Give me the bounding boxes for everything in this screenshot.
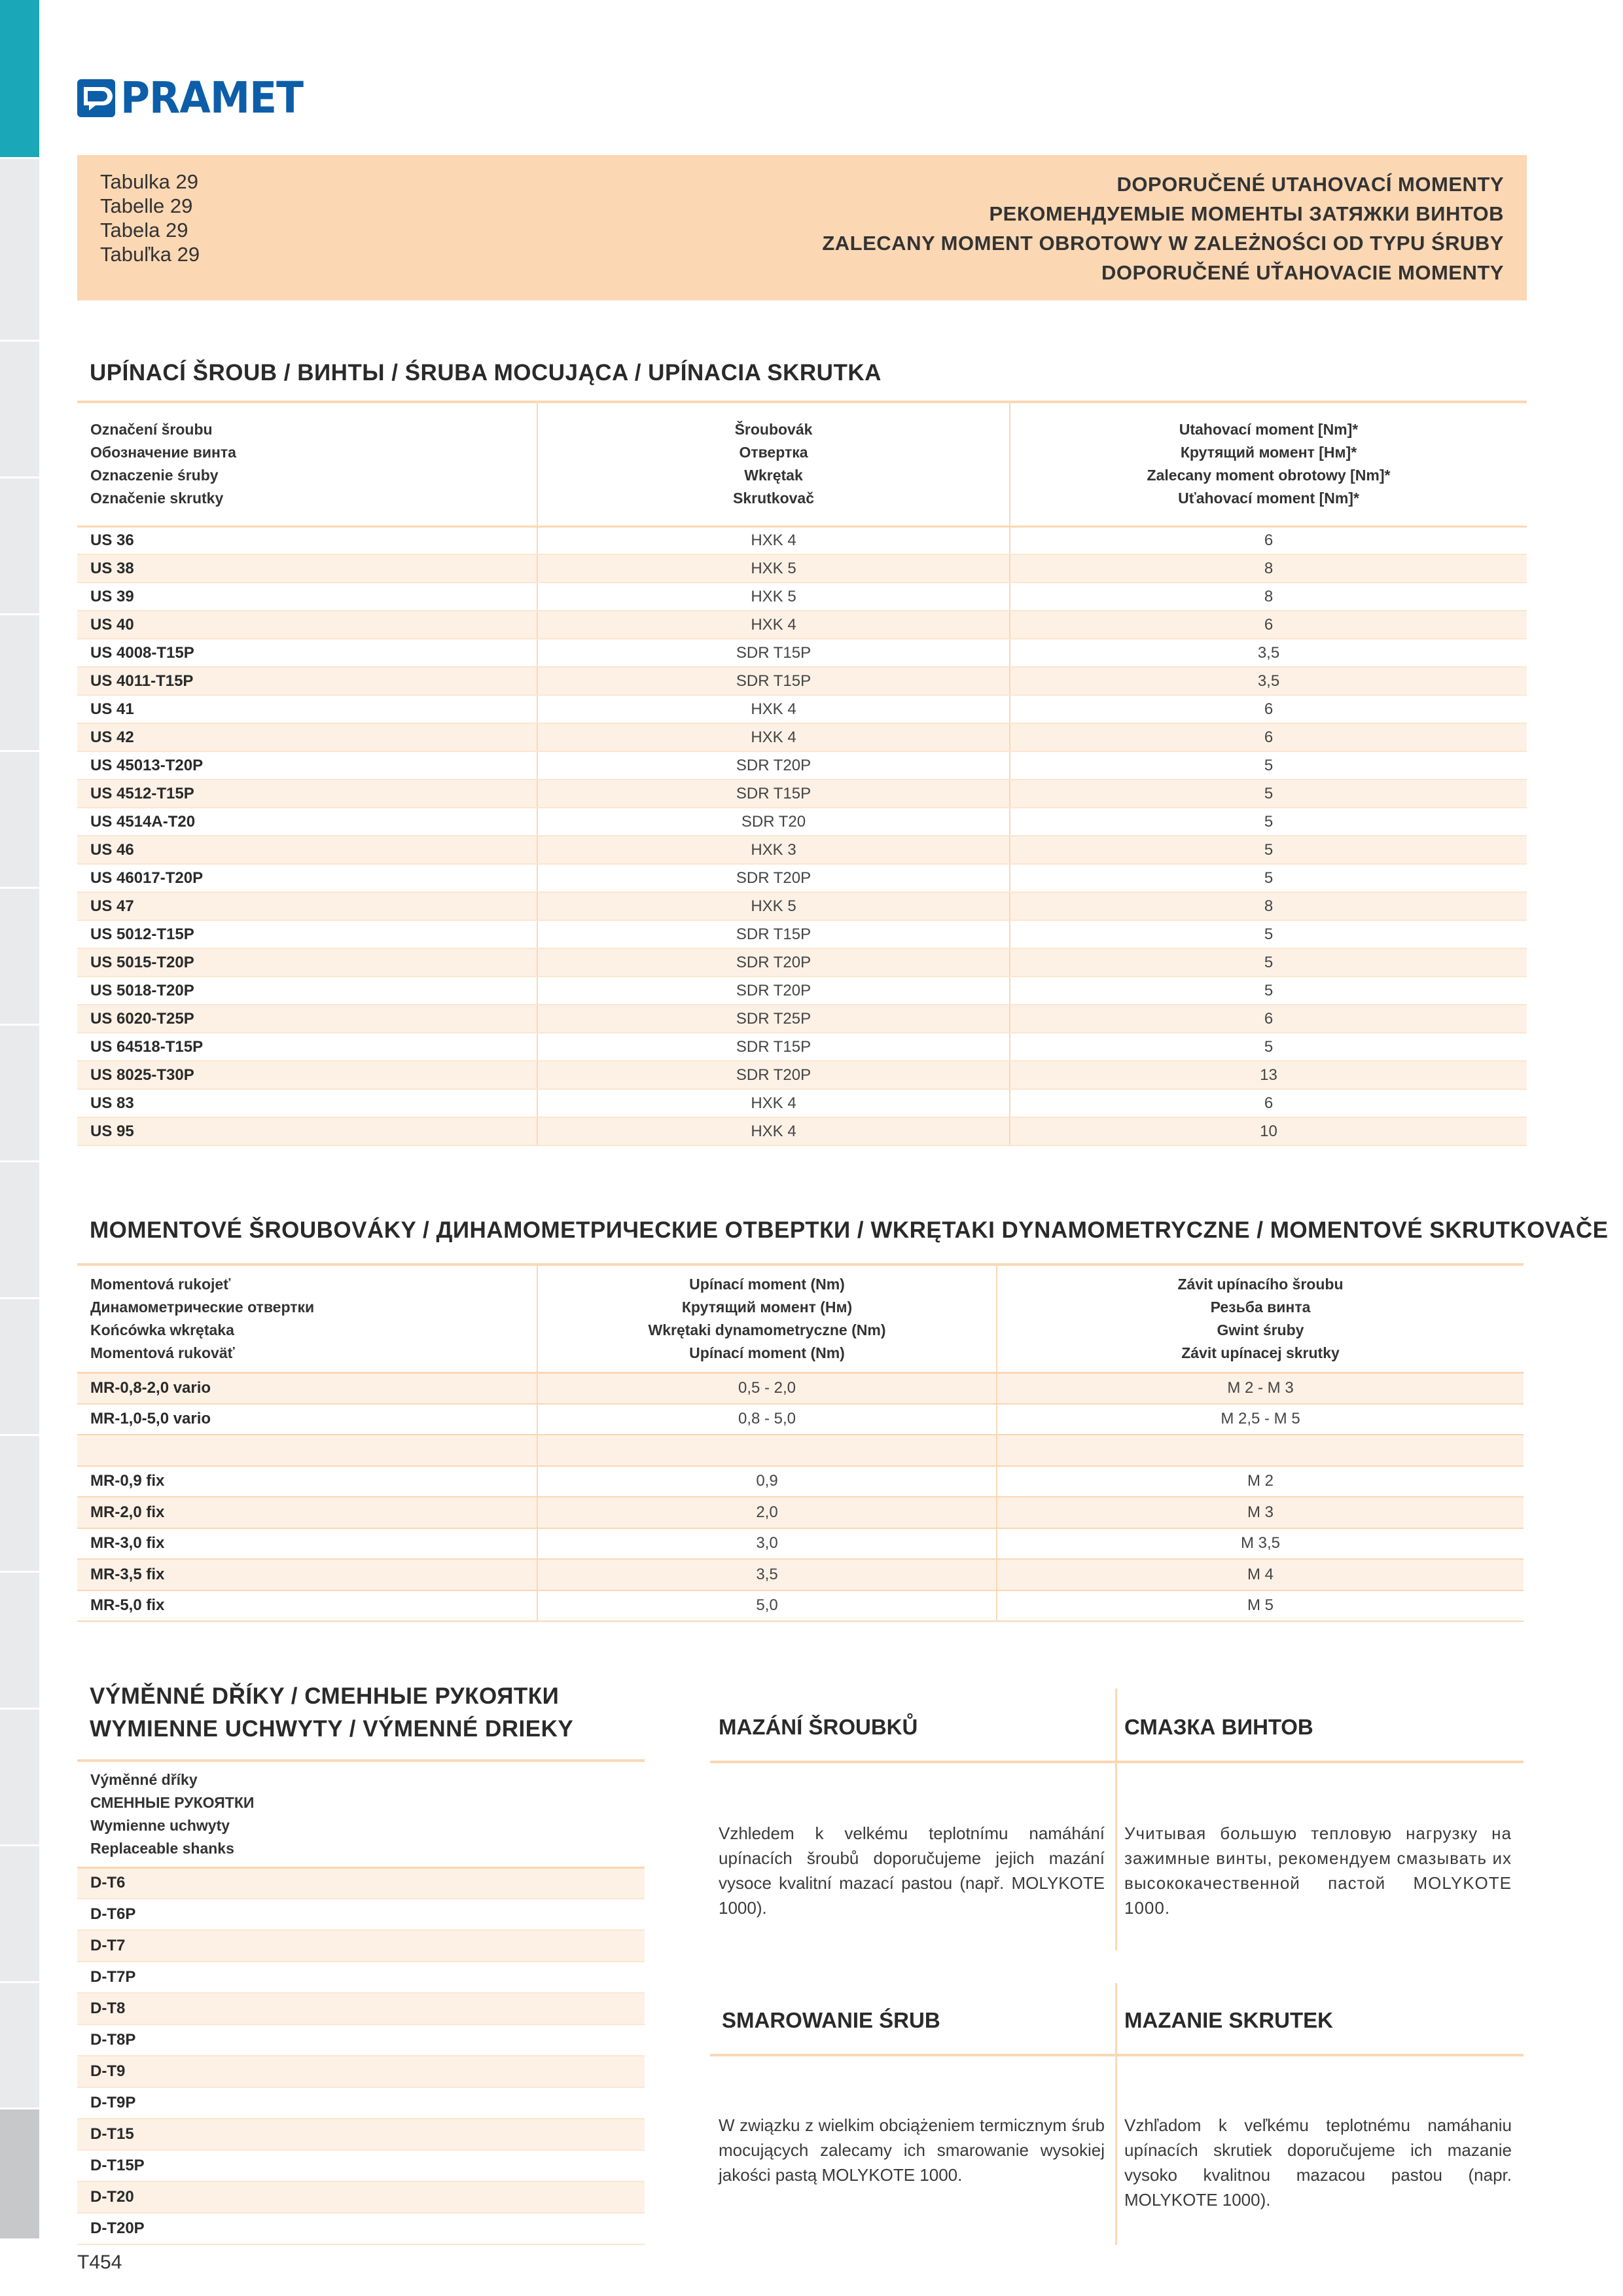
side-tab[interactable] bbox=[0, 1710, 39, 1846]
shank-designation: D-T8 bbox=[77, 1993, 645, 2024]
table-row bbox=[77, 1005, 1527, 1033]
shank-designation: D-T7 bbox=[77, 1930, 645, 1962]
torque-value: 5 bbox=[1010, 864, 1527, 892]
table-row bbox=[77, 780, 1527, 808]
page-title: ZALECANY MOMENT OBROTOWY W ZALEŻNOŚCI OD TYPU ŚRUBY bbox=[822, 232, 1504, 255]
side-tab[interactable] bbox=[0, 478, 39, 615]
screw-designation: US 47 bbox=[77, 892, 537, 920]
lubrication-title-cz: MAZÁNÍ ŠROUBKŮ bbox=[719, 1715, 918, 1739]
screw-designation: US 6020-T25P bbox=[77, 1005, 537, 1033]
torque-value: 6 bbox=[1010, 611, 1527, 639]
torque-value: 8 bbox=[1010, 554, 1527, 583]
table-header-band bbox=[77, 155, 1527, 300]
header-screwdriver: Šroubovák Отвертка Wkrętak Skrutkovač bbox=[537, 402, 1010, 526]
screw-designation: US 40 bbox=[77, 611, 537, 639]
table-row bbox=[77, 667, 1527, 695]
screwdriver: HXK 4 bbox=[537, 695, 1010, 723]
screw-thread: M 5 bbox=[997, 1590, 1524, 1622]
table-row bbox=[77, 1404, 1524, 1435]
page-title: РЕКОМЕНДУЕМЫЕ МОМЕНТЫ ЗАТЯЖКИ ВИНТОВ bbox=[989, 202, 1504, 225]
screwdriver: HXK 3 bbox=[537, 836, 1010, 864]
side-tab[interactable] bbox=[0, 1162, 39, 1299]
screw-designation: US 5018-T20P bbox=[77, 977, 537, 1005]
screw-designation: US 42 bbox=[77, 723, 537, 751]
torque-value: 5 bbox=[1010, 1033, 1527, 1061]
table-titles bbox=[822, 170, 1504, 287]
header-torque-handle: Momentová rukojeť Динамометрические отвертки Końcówka wkrętaka Momentová rukoväť bbox=[90, 1275, 315, 1361]
side-tab[interactable] bbox=[0, 1983, 39, 2109]
clamping-torque: 2,0 bbox=[537, 1497, 997, 1528]
lubrication-text-cz: Vzhledem k velkému teplotnímu namáhání upínacích šroubů doporučujeme jejich mazání vysoce kvalitní mazací pastou (např. MOLYKOTE 1000). bbox=[719, 1823, 1105, 1918]
torque-value: 10 bbox=[1010, 1117, 1527, 1145]
clamping-torque: 0,8 - 5,0 bbox=[537, 1404, 997, 1435]
table-number: Tabela 29 bbox=[100, 219, 188, 242]
side-tab-current[interactable] bbox=[0, 2109, 39, 2240]
page-title: DOPORUČENÉ UTAHOVACÍ MOMENTY bbox=[1116, 173, 1504, 196]
screwdriver: HXK 4 bbox=[537, 611, 1010, 639]
table-row bbox=[77, 554, 1527, 583]
screw-thread: M 4 bbox=[997, 1559, 1524, 1590]
table-row bbox=[77, 2056, 645, 2087]
table-number: Tabelle 29 bbox=[100, 194, 193, 217]
shank-designation: D-T6P bbox=[77, 1899, 645, 1930]
torque-handle: MR-0,8-2,0 vario bbox=[77, 1372, 537, 1404]
torque-handle: MR-3,0 fix bbox=[77, 1528, 537, 1560]
shank-designation: D-T8P bbox=[77, 2024, 645, 2056]
table-row bbox=[77, 1590, 1524, 1622]
screwdriver: HXK 4 bbox=[537, 1089, 1010, 1117]
side-tab[interactable] bbox=[0, 889, 39, 1026]
screwdriver: HXK 5 bbox=[537, 892, 1010, 920]
screw-designation: US 41 bbox=[77, 695, 537, 723]
screwdriver: SDR T20P bbox=[537, 1061, 1010, 1089]
table-row bbox=[77, 1061, 1527, 1089]
screwdriver: HXK 4 bbox=[537, 526, 1010, 554]
screw-thread: M 3 bbox=[997, 1497, 1524, 1528]
lubrication-divider bbox=[1115, 1689, 1117, 1950]
clamping-torque: 3,0 bbox=[537, 1528, 997, 1560]
table-number-labels bbox=[100, 170, 200, 266]
table-row bbox=[77, 1899, 645, 1930]
screwdriver: SDR T20P bbox=[537, 751, 1010, 780]
lubrication-title-pl: SMAROWANIE ŚRUB bbox=[722, 2008, 940, 2032]
table-row bbox=[77, 2213, 645, 2244]
torque-value: 6 bbox=[1010, 695, 1527, 723]
torque-drivers-section-title: MOMENTOVÉ ŠROUBOVÁKY / ДИНАМОМЕТРИЧЕСКИЕ ОТВЕРТКИ / WKRĘTAKI DYNAMOMETRYCZNE / MOMENTOVÉ SKRUTKOVAČE bbox=[90, 1217, 1609, 1243]
torque-handle: MR-3,5 fix bbox=[77, 1559, 537, 1590]
shank-designation: D-T20 bbox=[77, 2181, 645, 2213]
screw-designation: US 5012-T15P bbox=[77, 920, 537, 948]
table-row bbox=[77, 948, 1527, 977]
table-row bbox=[77, 1559, 1524, 1590]
torque-value: 6 bbox=[1010, 1089, 1527, 1117]
page-title: DOPORUČENÉ UŤAHOVACIE MOMENTY bbox=[1101, 261, 1504, 284]
torque-value: 8 bbox=[1010, 892, 1527, 920]
clamping-torque: 5,0 bbox=[537, 1590, 997, 1622]
screwdriver: SDR T15P bbox=[537, 667, 1010, 695]
side-tab[interactable] bbox=[0, 1299, 39, 1436]
torque-value: 6 bbox=[1010, 723, 1527, 751]
screw-designation: US 5015-T20P bbox=[77, 948, 537, 977]
screwdriver: SDR T20P bbox=[537, 948, 1010, 977]
table-row bbox=[77, 526, 1527, 554]
side-tab[interactable] bbox=[0, 752, 39, 889]
header-screw-designation: Označení šroubu Обозначение винта Oznaczenie śruby Označenie skrutky bbox=[90, 421, 236, 507]
torque-value: 5 bbox=[1010, 808, 1527, 836]
screw-designation: US 4011-T15P bbox=[77, 667, 537, 695]
shank-designation: D-T15 bbox=[77, 2119, 645, 2150]
lubrication-rule bbox=[710, 1761, 1524, 1763]
table-row bbox=[77, 920, 1527, 948]
shanks-table bbox=[77, 1759, 645, 2245]
screwdriver: SDR T15P bbox=[537, 920, 1010, 948]
table-row bbox=[77, 977, 1527, 1005]
screw-designation: US 8025-T30P bbox=[77, 1061, 537, 1089]
pramet-logo-mark bbox=[77, 79, 115, 117]
table-row bbox=[77, 1435, 1524, 1466]
torque-value: 5 bbox=[1010, 751, 1527, 780]
lubrication-divider bbox=[1115, 1983, 1117, 2245]
torque-value: 5 bbox=[1010, 948, 1527, 977]
table-row bbox=[77, 1962, 645, 1993]
side-tab[interactable] bbox=[0, 342, 39, 478]
screwdriver: SDR T25P bbox=[537, 1005, 1010, 1033]
side-tabs bbox=[0, 0, 39, 2238]
table-row bbox=[77, 639, 1527, 667]
screwdriver: HXK 5 bbox=[537, 554, 1010, 583]
lubrication-text-sk: Vzhľadom k veľkému teplotnému namáhaniu upínacích skrutiek doporučujeme ich mazanie vysoko kvalitnou mazacou pastou (napr. MOLYKOTE 1000). bbox=[1124, 2115, 1512, 2210]
screw-thread: M 3,5 bbox=[997, 1528, 1524, 1560]
table-row bbox=[77, 1089, 1527, 1117]
header-replaceable-shanks: Výměnné dříky СМЕННЫЕ РУКОЯТКИ Wymienne uchwyty Replaceable shanks bbox=[90, 1770, 255, 1857]
screw-designation: US 46017-T20P bbox=[77, 864, 537, 892]
clamping-torque: 0,9 bbox=[537, 1466, 997, 1498]
page-number: T454 bbox=[77, 2251, 122, 2273]
side-tab[interactable] bbox=[0, 1026, 39, 1162]
brand-name: PRAMET bbox=[120, 73, 304, 123]
table-row bbox=[77, 864, 1527, 892]
table-row bbox=[77, 723, 1527, 751]
table-row bbox=[77, 1930, 645, 1962]
table-row bbox=[77, 808, 1527, 836]
table-row bbox=[77, 1033, 1527, 1061]
header-screw-thread: Závit upínacího šroubu Резьба винта Gwint śruby Závit upínacej skrutky bbox=[997, 1265, 1524, 1372]
torque-value: 5 bbox=[1010, 836, 1527, 864]
table-row bbox=[77, 1528, 1524, 1560]
screwdriver: SDR T15P bbox=[537, 780, 1010, 808]
screw-designation: US 46 bbox=[77, 836, 537, 864]
table-row bbox=[77, 2150, 645, 2181]
lubrication-rule bbox=[710, 2054, 1524, 2056]
screwdriver: SDR T15P bbox=[537, 1033, 1010, 1061]
table-number: Tabuľka 29 bbox=[100, 243, 200, 266]
table-row bbox=[77, 1117, 1527, 1145]
screw-designation: US 39 bbox=[77, 583, 537, 611]
lubrication-text-pl: W związku z wielkim obciążeniem termicznym śrub mocujących zalecamy ich smarowanie wysokiej jakości pastą MOLYKOTE 1000. bbox=[719, 2115, 1105, 2185]
side-tab[interactable] bbox=[0, 159, 39, 342]
screwdriver: HXK 5 bbox=[537, 583, 1010, 611]
torque-handle: MR-0,9 fix bbox=[77, 1466, 537, 1498]
screw-thread bbox=[997, 1435, 1524, 1466]
shank-designation: D-T6 bbox=[77, 1867, 645, 1899]
screw-designation: US 95 bbox=[77, 1117, 537, 1145]
torque-handle: MR-1,0-5,0 vario bbox=[77, 1404, 537, 1435]
shank-designation: D-T15P bbox=[77, 2150, 645, 2181]
shank-designation: D-T20P bbox=[77, 2213, 645, 2244]
torque-value: 13 bbox=[1010, 1061, 1527, 1089]
screws-table bbox=[77, 401, 1527, 1146]
side-tab[interactable] bbox=[0, 1573, 39, 1710]
table-row bbox=[77, 751, 1527, 780]
table-row bbox=[77, 2181, 645, 2213]
torque-value: 3,5 bbox=[1010, 667, 1527, 695]
torque-value: 5 bbox=[1010, 780, 1527, 808]
screw-designation: US 4514A-T20 bbox=[77, 808, 537, 836]
screw-designation: US 38 bbox=[77, 554, 537, 583]
table-number: Tabulka 29 bbox=[100, 170, 198, 193]
clamping-torque bbox=[537, 1435, 997, 1466]
screwdriver: SDR T15P bbox=[537, 639, 1010, 667]
header-torque: Utahovací moment [Nm]* Крутящий момент [Нм]* Zalecany moment obrotowy [Nm]* Uťahovací moment [Nm]* bbox=[1010, 402, 1527, 526]
screwdriver: SDR T20P bbox=[537, 864, 1010, 892]
shank-designation: D-T9 bbox=[77, 2056, 645, 2087]
table-row bbox=[77, 583, 1527, 611]
torque-drivers-table bbox=[77, 1263, 1524, 1622]
table-row bbox=[77, 1993, 645, 2024]
shanks-title-line2: WYMIENNE UCHWYTY / VÝMENNÉ DRIEKY bbox=[90, 1716, 574, 1742]
table-row bbox=[77, 836, 1527, 864]
table-row bbox=[77, 1372, 1524, 1404]
shank-designation: D-T9P bbox=[77, 2087, 645, 2119]
torque-value: 5 bbox=[1010, 920, 1527, 948]
screwdriver: SDR T20 bbox=[537, 808, 1010, 836]
table-row bbox=[77, 2087, 645, 2119]
shank-designation: D-T7P bbox=[77, 1962, 645, 1993]
screw-thread: M 2 - M 3 bbox=[997, 1372, 1524, 1404]
table-row bbox=[77, 892, 1527, 920]
table-row bbox=[77, 1466, 1524, 1498]
side-tab[interactable] bbox=[0, 615, 39, 752]
screws-section-title: UPÍNACÍ ŠROUB / ВИНТЫ / ŚRUBA MOCUJĄCA / UPÍNACIA SKRUTKA bbox=[90, 360, 882, 386]
side-tab-active-section bbox=[0, 0, 39, 157]
clamping-torque: 3,5 bbox=[537, 1559, 997, 1590]
screw-designation: US 83 bbox=[77, 1089, 537, 1117]
table-row bbox=[77, 2119, 645, 2150]
side-tab[interactable] bbox=[0, 1436, 39, 1573]
screw-thread: M 2 bbox=[997, 1466, 1524, 1498]
torque-value: 8 bbox=[1010, 583, 1527, 611]
screw-designation: US 4008-T15P bbox=[77, 639, 537, 667]
torque-value: 3,5 bbox=[1010, 639, 1527, 667]
torque-handle: MR-5,0 fix bbox=[77, 1590, 537, 1622]
table-row bbox=[77, 2024, 645, 2056]
pramet-logo bbox=[77, 72, 317, 124]
screwdriver: SDR T20P bbox=[537, 977, 1010, 1005]
lubrication-title-sk: MAZANIE SKRUTEK bbox=[1124, 2008, 1333, 2032]
screw-thread: M 2,5 - M 5 bbox=[997, 1404, 1524, 1435]
table-row bbox=[77, 1867, 645, 1899]
torque-handle bbox=[77, 1435, 537, 1466]
table-row bbox=[77, 1497, 1524, 1528]
screw-designation: US 64518-T15P bbox=[77, 1033, 537, 1061]
screw-designation: US 45013-T20P bbox=[77, 751, 537, 780]
torque-value: 6 bbox=[1010, 1005, 1527, 1033]
lubrication-title-ru: СМАЗКА ВИНТОВ bbox=[1124, 1715, 1313, 1739]
screw-designation: US 36 bbox=[77, 526, 537, 554]
table-row bbox=[77, 611, 1527, 639]
shanks-title-line1: VÝMĚNNÉ DŘÍKY / СМЕННЫЕ РУКОЯТКИ bbox=[90, 1683, 560, 1709]
screw-designation: US 4512-T15P bbox=[77, 780, 537, 808]
torque-handle: MR-2,0 fix bbox=[77, 1497, 537, 1528]
side-tab[interactable] bbox=[0, 1846, 39, 1983]
screwdriver: HXK 4 bbox=[537, 723, 1010, 751]
screwdriver: HXK 4 bbox=[537, 1117, 1010, 1145]
torque-value: 6 bbox=[1010, 526, 1527, 554]
lubrication-text-ru: Учитывая большую тепловую нагрузку на зажимные винты, рекомендуем смазывать их высококачественной пастой MOLYKOTE 1000. bbox=[1124, 1823, 1512, 1918]
table-row bbox=[77, 695, 1527, 723]
header-clamping-torque: Upínací moment (Nm) Крутящий момент (Нм) Wkrętaki dynamometryczne (Nm) Upínací moment (Nm) bbox=[537, 1265, 997, 1372]
clamping-torque: 0,5 - 2,0 bbox=[537, 1372, 997, 1404]
torque-value: 5 bbox=[1010, 977, 1527, 1005]
